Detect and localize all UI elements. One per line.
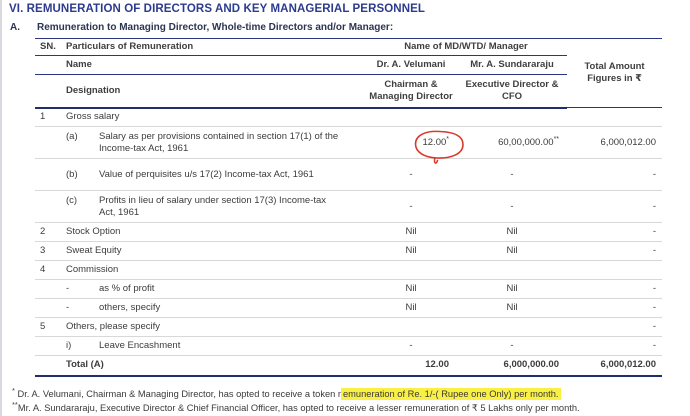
row-velumani-value: Nil — [365, 242, 457, 261]
circled-value: 12.00 — [422, 136, 447, 148]
header-row-group — [35, 39, 662, 56]
row-particulars — [65, 337, 365, 356]
row-sundararaju-value — [457, 318, 567, 337]
section-heading-text: Remuneration to Managing Director, Whole-time Directors and/or Manager: — [37, 22, 394, 33]
row-sundararaju-value: - — [457, 159, 567, 191]
value-text: 60,00,000.00 — [498, 136, 554, 148]
row-velumani-value: Nil — [365, 280, 457, 299]
highlighted-text: emuneration of Re. 1/-( Rupee one Only) per month. — [343, 389, 559, 399]
table-row-total-a — [35, 356, 662, 376]
row-particulars — [65, 159, 365, 191]
row-particulars — [65, 223, 365, 242]
footnote-ref-single: * — [446, 135, 449, 143]
section-heading — [10, 22, 393, 33]
row-sundararaju-value — [457, 108, 567, 127]
row-sundararaju-value — [457, 261, 567, 280]
row-sn — [35, 280, 65, 299]
row-label: Gross salary — [66, 111, 120, 123]
row-label: Others, please specify — [66, 321, 160, 332]
row-sn: 3 — [35, 242, 65, 261]
row-label: others, specify — [99, 302, 161, 313]
row-particulars — [65, 280, 365, 299]
row-sn — [35, 191, 65, 223]
row-sundararaju-value: Nil — [457, 299, 567, 318]
row-label: as % of profit — [99, 283, 155, 294]
total-velumani-value: 12.00 — [365, 356, 457, 376]
header-particulars: Particulars of Remuneration — [65, 39, 365, 56]
table-row-others-specify — [35, 318, 662, 337]
row-particulars — [65, 127, 365, 159]
row-label: Stock Option — [66, 226, 121, 237]
row-sundararaju-value: - — [510, 340, 514, 351]
header-md-wtd-group: Name of MD/WTD/ Manager — [365, 39, 567, 56]
total-sundararaju-value: 6,000,000.00 — [457, 356, 567, 376]
row-sn: 4 — [35, 261, 65, 280]
row-marker: (a) — [66, 130, 78, 142]
table-row-salary-17-1 — [35, 127, 662, 159]
footnote-velumani — [12, 385, 688, 401]
row-total-value: - — [567, 191, 662, 223]
table-row-commission-pct-profit — [35, 280, 662, 299]
row-velumani-value — [365, 261, 457, 280]
row-total-value: - — [567, 318, 662, 337]
header-name-label: Name — [35, 56, 365, 75]
row-particulars — [65, 108, 365, 127]
footnote-ref-double: ** — [553, 135, 560, 143]
row-marker: - — [66, 283, 70, 294]
row-particulars — [65, 261, 365, 280]
row-label: Profits in lieu of salary under section 17(3) Income-tax Act, 1961 — [99, 194, 327, 218]
section-marker: A. — [10, 22, 20, 33]
row-total-value: - — [567, 242, 662, 261]
header-sundararaju-name: Mr. A. Sundararaju — [457, 56, 567, 75]
header-total-amount: Total Amount Figures in ₹ — [567, 39, 662, 108]
row-sundararaju-value — [457, 127, 567, 159]
row-sn: 2 — [35, 223, 65, 242]
row-total-value: - — [567, 159, 662, 191]
footnote-text: Mr. A. Sundararaju, Executive Director & Chief Financial Officer, has opted to receive a lesser remuneration of ₹ 5 Lakhs only per month. — [17, 403, 580, 413]
row-particulars — [65, 318, 365, 337]
table-row-leave-encashment — [35, 337, 662, 356]
row-marker: (c) — [66, 194, 78, 206]
table-row-profits-17-3 — [35, 191, 662, 223]
page-title: VI. REMUNERATION OF DIRECTORS AND KEY MANAGERIAL PERSONNEL — [9, 3, 425, 15]
row-sundararaju-value: Nil — [457, 280, 567, 299]
row-velumani-value: - — [365, 159, 457, 191]
row-label: Leave Encashment — [99, 340, 181, 351]
row-label: Salary as per provisions contained in section 17(1) of the Income-tax Act, 1961 — [99, 130, 339, 154]
table-row-commission — [35, 261, 662, 280]
row-marker: (b) — [66, 168, 78, 180]
row-velumani-value — [365, 127, 457, 159]
row-total-value: - — [567, 223, 662, 242]
row-sn — [35, 299, 65, 318]
table-row-commission-others — [35, 299, 662, 318]
row-label: Sweat Equity — [66, 245, 122, 256]
row-velumani-value: - — [409, 340, 413, 351]
row-particulars — [65, 191, 365, 223]
row-sundararaju-value: - — [457, 191, 567, 223]
footnote-sundararaju — [12, 399, 688, 415]
footnote-marker: * — [12, 385, 15, 395]
table-row-perquisites-17-2 — [35, 159, 662, 191]
header-velumani-designation: Chairman & Managing Director — [365, 75, 457, 108]
row-total-value: - — [652, 340, 657, 351]
row-velumani-value: - — [365, 191, 457, 223]
row-sundararaju-value: Nil — [457, 242, 567, 261]
red-circle-annotation — [422, 137, 449, 149]
row-sn — [35, 159, 65, 191]
row-total-value: 6,000,012.00 — [567, 127, 662, 159]
footnote-marker: ** — [12, 399, 18, 409]
header-sn: SN. — [35, 39, 65, 56]
row-sn: 5 — [35, 318, 65, 337]
row-sn — [35, 356, 65, 376]
row-particulars — [65, 242, 365, 261]
row-marker: i) — [66, 340, 72, 351]
row-total-value: - — [567, 299, 662, 318]
header-velumani-name: Dr. A. Velumani — [365, 56, 457, 75]
row-sn — [35, 337, 65, 356]
table-row-gross-salary — [35, 108, 662, 127]
row-total-value — [567, 261, 662, 280]
row-sn — [35, 127, 65, 159]
table-row-sweat-equity — [35, 242, 662, 261]
remuneration-table — [35, 38, 662, 377]
total-label: Total (A) — [65, 356, 365, 376]
footnote-text: Dr. A. Velumani, Chairman & Managing Director, has opted to receive a token r — [17, 389, 342, 399]
row-velumani-value: Nil — [365, 223, 457, 242]
row-total-value — [567, 108, 662, 127]
header-designation-label: Designation — [35, 75, 365, 108]
total-amount-value: 6,000,012.00 — [567, 356, 662, 376]
row-label: Value of perquisites u/s 17(2) Income-tax Act, 1961 — [99, 168, 314, 180]
header-sundararaju-designation: Executive Director & CFO — [457, 75, 567, 108]
row-label: Commission — [66, 264, 119, 275]
row-total-value: - — [567, 280, 662, 299]
row-sn: 1 — [35, 108, 65, 127]
row-velumani-value — [365, 318, 457, 337]
row-velumani-value — [365, 108, 457, 127]
row-velumani-value: Nil — [365, 299, 457, 318]
row-particulars — [65, 299, 365, 318]
table-row-stock-option — [35, 223, 662, 242]
row-marker: - — [66, 302, 70, 313]
row-sundararaju-value: Nil — [457, 223, 567, 242]
